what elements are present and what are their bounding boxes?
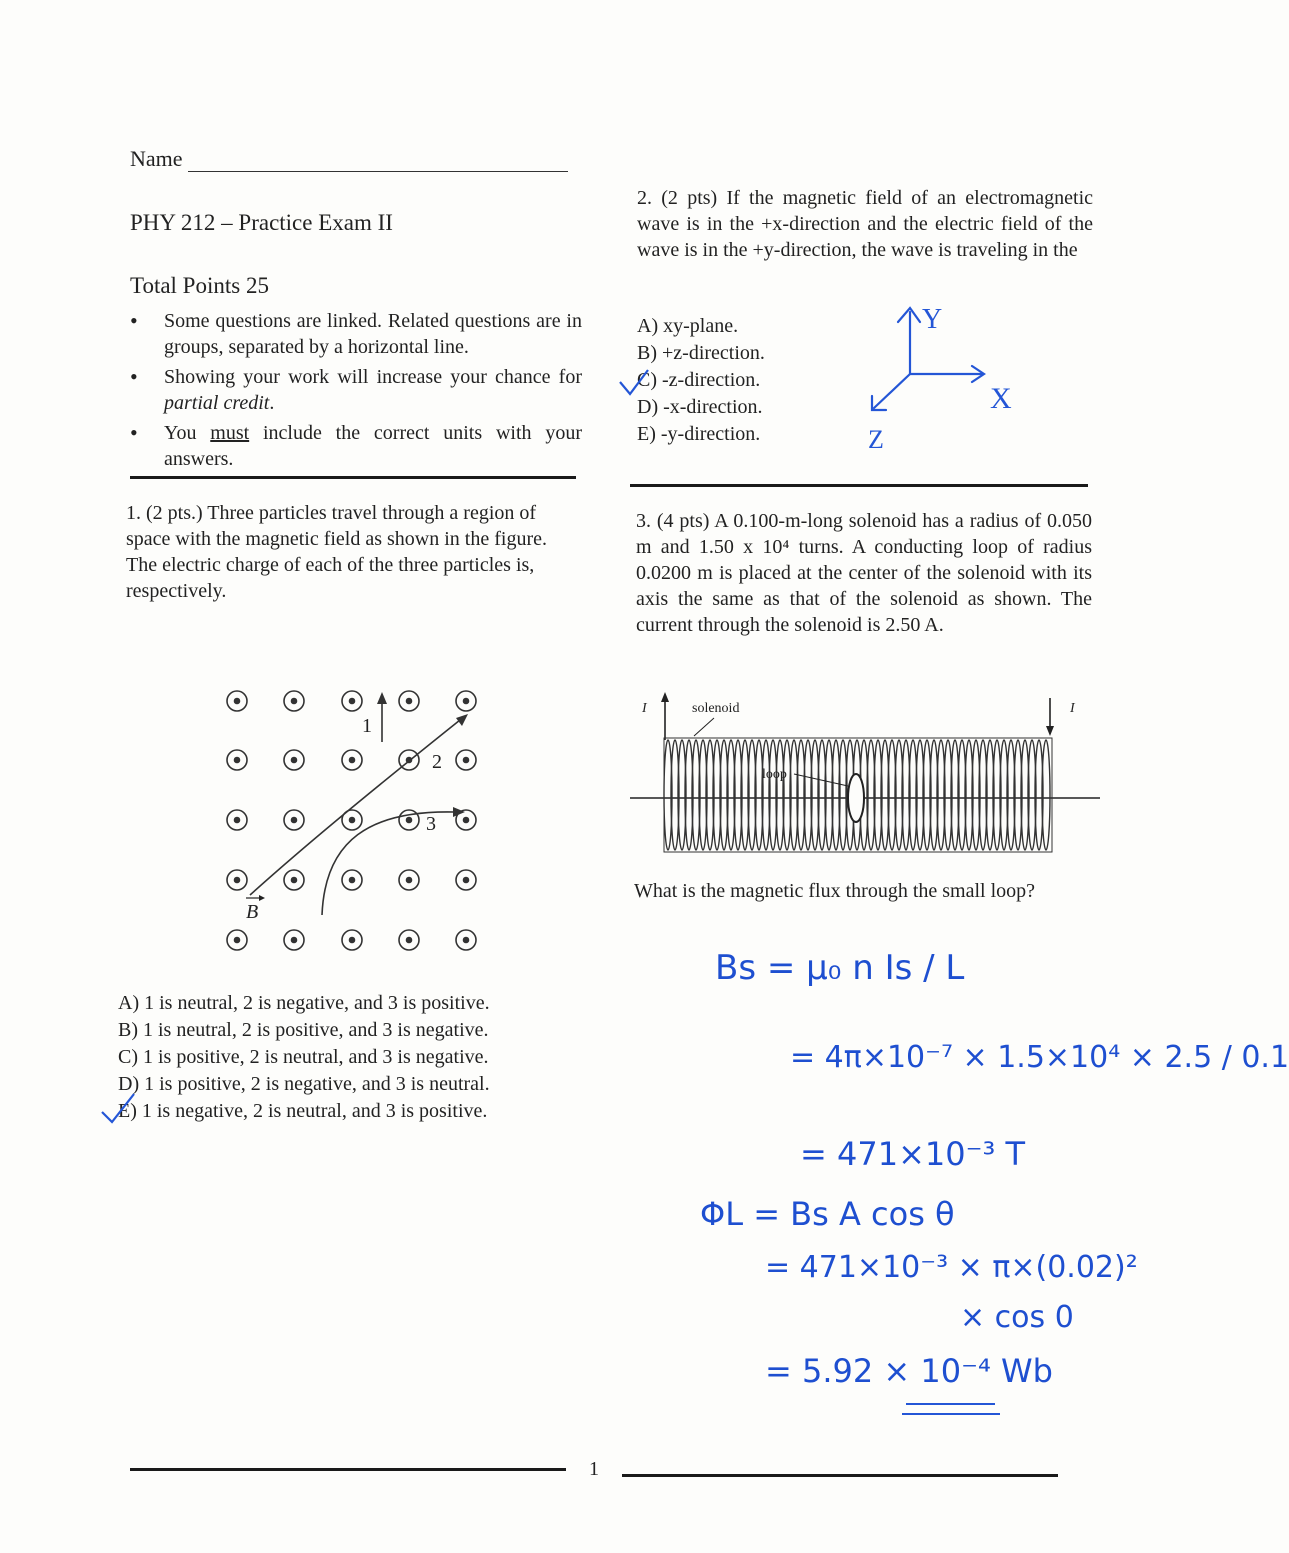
q1-option-d[interactable]: D) 1 is positive, 2 is negative, and 3 is neutral.	[118, 1073, 490, 1095]
q2-text: 2. (2 pts) If the magnetic field of an electromagnetic wave is in the +x-direction and the electric field of the wave is in the +y-direction, the wave is traveling in the	[637, 187, 1093, 261]
q1-option-e[interactable]: E) 1 is negative, 2 is neutral, and 3 is positive.	[118, 1100, 488, 1122]
field-dot-symbol	[284, 870, 304, 890]
solenoid-label: solenoid	[692, 701, 740, 716]
current-in-label: I	[642, 701, 647, 716]
q2-options	[637, 313, 857, 448]
field-dot-symbol	[456, 691, 476, 711]
field-dot-symbol	[284, 691, 304, 711]
answer-double-underline	[900, 1400, 1010, 1420]
handwritten-final-answer: = 5.92 × 10⁻⁴ Wb	[765, 1352, 1053, 1390]
course-title: PHY 212 – Practice Exam II	[130, 210, 393, 235]
handwritten-line-4: ΦL = Bs A cos θ	[700, 1195, 955, 1233]
q1-answer-checkmark	[100, 1092, 140, 1126]
field-dot-symbol	[399, 930, 419, 950]
loop-label: loop	[762, 767, 787, 782]
current-out-label: I	[1070, 701, 1075, 716]
field-dot-symbol	[456, 930, 476, 950]
section-divider	[130, 476, 576, 479]
field-dot-symbol	[227, 750, 247, 770]
label-particle-2: 2	[432, 751, 442, 773]
footer-rule-right	[622, 1474, 1058, 1477]
axis-label-z: Z	[868, 425, 884, 454]
field-dot-symbol	[342, 691, 362, 711]
q2-axes-sketch	[860, 292, 1040, 452]
q1-option-a[interactable]: A) 1 is neutral, 2 is negative, and 3 is positive.	[118, 992, 490, 1014]
particle-3-arrowhead	[453, 807, 465, 817]
q1-option-c[interactable]: C) 1 is positive, 2 is neutral, and 3 is negative.	[118, 1046, 489, 1068]
q2-option-d[interactable]: D) -x-direction.	[637, 396, 763, 418]
field-dot-symbol	[284, 930, 304, 950]
handwritten-line-3: = 471×10⁻³ T	[800, 1135, 1026, 1173]
q1-magnetic-field-figure	[210, 680, 500, 965]
field-dot-symbol	[456, 870, 476, 890]
field-dot-symbol	[227, 691, 247, 711]
particle-1-arrowhead	[377, 692, 387, 704]
handwritten-line-5: = 471×10⁻³ × π×(0.02)²	[765, 1250, 1138, 1285]
q2-option-b[interactable]: B) +z-direction.	[637, 342, 765, 364]
q2-option-e[interactable]: E) -y-direction.	[637, 423, 761, 445]
field-dot-symbol	[227, 870, 247, 890]
page-number: 1	[589, 1458, 599, 1480]
q2-answer-checkmark	[618, 366, 658, 400]
conducting-loop	[848, 774, 864, 822]
field-dot-symbol	[399, 870, 419, 890]
field-dot-symbol	[227, 930, 247, 950]
instructions-list	[130, 308, 582, 476]
instruction-item: • You must include the correct units with your answers.	[130, 420, 582, 472]
q2-option-c[interactable]: C) -z-direction.	[637, 369, 761, 391]
section-divider	[630, 484, 1088, 487]
name-blank-line[interactable]	[188, 151, 568, 172]
total-points: Total Points 25	[130, 273, 269, 298]
name-label: Name	[130, 146, 183, 171]
field-dot-symbol	[284, 810, 304, 830]
name-field	[130, 146, 568, 172]
instruction-item: • Showing your work will increase your chance for partial credit.	[130, 364, 582, 416]
label-particle-1: 1	[362, 715, 372, 737]
z-axis-line	[874, 374, 910, 408]
q3-text: 3. (4 pts) A 0.100-m-long solenoid has a radius of 0.050 m and 1.50 x 10⁴ turns. A conducting loop of radius 0.0200 m is placed at the center of the solenoid with its axis the same as that of the solenoid as shown. The current through the solenoid is 2.50 A.	[636, 510, 1092, 636]
q2-option-a[interactable]: A) xy-plane.	[637, 315, 739, 337]
q3-solenoid-figure	[630, 690, 1105, 860]
q3-question: What is the magnetic flux through the small loop?	[634, 880, 1036, 902]
label-particle-3: 3	[426, 813, 436, 835]
q1-option-b[interactable]: B) 1 is neutral, 2 is positive, and 3 is negative.	[118, 1019, 489, 1041]
q1-options	[118, 990, 578, 1125]
field-dot-symbol	[342, 870, 362, 890]
field-dot-symbol	[342, 930, 362, 950]
field-dot-symbol	[342, 750, 362, 770]
field-dot-symbol	[284, 750, 304, 770]
particle-2-path	[250, 720, 460, 895]
field-dot-symbol	[227, 810, 247, 830]
instruction-item: • Some questions are linked. Related questions are in groups, separated by a horizontal line.	[130, 308, 582, 360]
q1-text: 1. (2 pts.) Three particles travel through a region of space with the magnetic field as shown in the figure. The electric charge of each of the three particles is, respectively.	[126, 502, 547, 602]
axis-label-y: Y	[922, 304, 943, 335]
field-dot-symbol	[456, 750, 476, 770]
axis-label-x: X	[990, 382, 1012, 415]
handwritten-line-6: × cos 0	[960, 1300, 1074, 1335]
footer-rule-left	[130, 1468, 566, 1471]
handwritten-line-1: Bs = μ₀ n Is / L	[715, 948, 965, 988]
handwritten-line-2: = 4π×10⁻⁷ × 1.5×10⁴ × 2.5 / 0.1	[790, 1040, 1289, 1075]
particle-2-arrowhead	[456, 714, 468, 726]
label-field-B: B	[246, 901, 259, 923]
field-dot-symbol	[399, 691, 419, 711]
